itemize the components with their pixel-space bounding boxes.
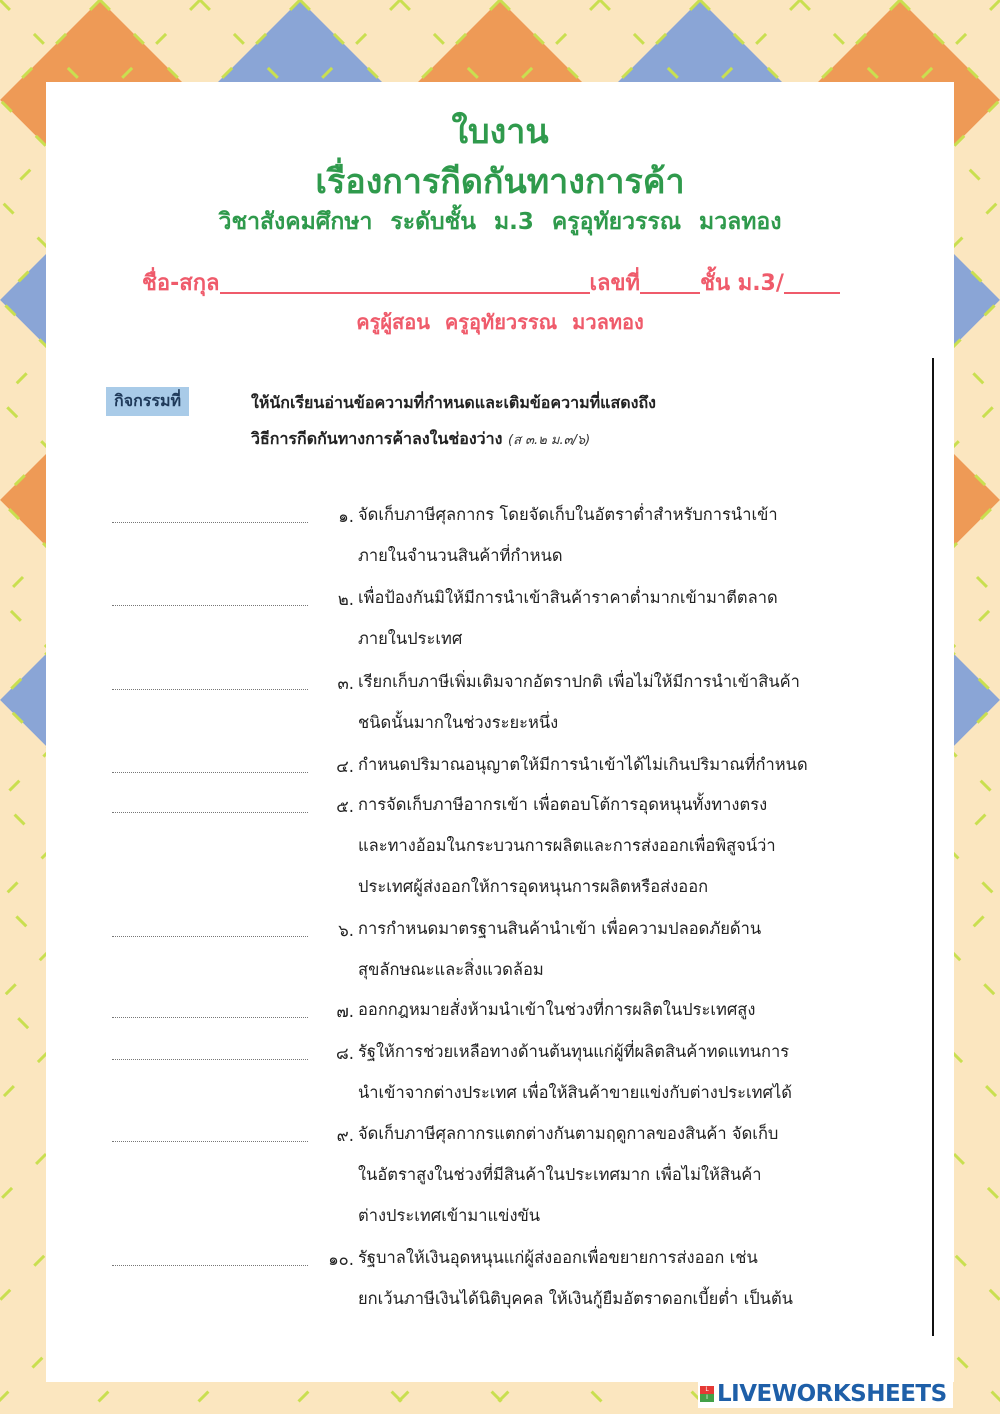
- answer-blank[interactable]: [112, 936, 308, 937]
- question-text-line: เรียกเก็บภาษีเพิ่มเติมจากอัตราปกติ เพื่อไม่ให้มีการนำเข้าสินค้า: [358, 672, 800, 691]
- answer-blank[interactable]: [112, 605, 308, 606]
- answer-blank[interactable]: [112, 689, 308, 690]
- answer-blank[interactable]: [112, 1059, 308, 1060]
- question-text-line: รัฐให้การช่วยเหลือทางด้านต้นทุนแก่ผู้ที่ผลิตสินค้าทดแทนการ: [358, 1042, 790, 1061]
- answer-blank[interactable]: [112, 1265, 308, 1266]
- logo-mark-letter: I: [700, 1394, 714, 1402]
- class-blank[interactable]: [784, 292, 840, 294]
- answer-blank[interactable]: [112, 1141, 308, 1142]
- question-text-line: ชนิดนั้นมากในช่วงระยะหนึ่ง: [358, 713, 559, 732]
- question-text-line: ในอัตราสูงในช่วงที่มีสินค้าในประเทศมาก เพื่อไม่ให้สินค้า: [358, 1165, 762, 1184]
- question-number: ๑๐.: [328, 1250, 354, 1269]
- question-text-line: เพื่อป้องกันมิให้มีการนำเข้าสินค้าราคาต่ำมากเข้ามาตีตลาด: [358, 588, 778, 607]
- activity-badge: กิจกรรมที่: [106, 387, 189, 416]
- liveworksheets-logo[interactable]: [698, 1380, 953, 1408]
- answer-blank[interactable]: [112, 522, 308, 523]
- question-number: ๕.: [336, 797, 354, 816]
- question-text-line: และทางอ้อมในกระบวนการผลิตและการส่งออกเพื่อพิสูจน์ว่า: [358, 836, 776, 855]
- worksheet-subject-line: วิชาสังคมศึกษา ระดับชั้น ม.3 ครูอุทัยวรรณ มวลทอง: [218, 209, 782, 235]
- question-text-line: ประเทศผู้ส่งออกให้การอุดหนุนการผลิตหรือส่งออก: [358, 877, 709, 896]
- question-text-line: ภายในจำนวนสินค้าที่กำหนด: [358, 546, 563, 565]
- question-text-line: ออกกฎหมายสั่งห้ามนำเข้าในช่วงที่การผลิตในประเทศสูง: [358, 1000, 756, 1019]
- question-number: ๗.: [336, 1002, 354, 1021]
- question-text-line: สุขลักษณะและสิ่งแวดล้อม: [358, 960, 544, 979]
- class-label: ชั้น ม.3/: [700, 271, 784, 296]
- question-number: ๑.: [338, 507, 354, 526]
- logo-mark-letter: L: [700, 1386, 714, 1394]
- instruction-text: วิธีการกีดกันทางการค้าลงในช่องว่าง: [251, 429, 503, 448]
- student-info-row: [142, 266, 862, 300]
- question-number: ๒.: [337, 590, 354, 609]
- question-number: ๙.: [336, 1126, 354, 1145]
- number-blank[interactable]: [640, 292, 700, 294]
- question-number: ๔.: [336, 757, 354, 776]
- question-text-line: ภายในประเทศ: [358, 629, 463, 648]
- logo-mark: [700, 1386, 714, 1402]
- question-text-line: นำเข้าจากต่างประเทศ เพื่อให้สินค้าขายแข่งกับต่างประเทศได้: [358, 1083, 793, 1102]
- worksheet-topic: เรื่องการกีดกันทางการค้า: [315, 162, 685, 202]
- standard-reference: (ส ๓.๒ ม.๓/๖): [508, 433, 591, 448]
- question-number: ๘.: [336, 1044, 354, 1063]
- answer-blank[interactable]: [112, 772, 308, 773]
- margin-rule: [932, 358, 934, 1336]
- question-text-line: จัดเก็บภาษีศุลกากรแตกต่างกันตามฤดูกาลของสินค้า จัดเก็บ: [358, 1124, 779, 1143]
- logo-text: LIVEWORKSHEETS: [717, 1381, 947, 1407]
- question-number: ๓.: [337, 674, 354, 693]
- question-text-line: กำหนดปริมาณอนุญาตให้มีการนำเข้าได้ไม่เกินปริมาณที่กำหนด: [358, 755, 808, 774]
- question-text-line: การจัดเก็บภาษีอากรเข้า เพื่อตอบโต้การอุดหนุนทั้งทางตรง: [358, 795, 768, 814]
- number-label: เลขที่: [589, 271, 641, 296]
- name-label: ชื่อ-สกุล: [142, 271, 220, 296]
- instruction-line-2: [251, 427, 891, 452]
- question-text-line: ต่างประเทศเข้ามาแข่งขัน: [358, 1206, 541, 1225]
- question-text-line: จัดเก็บภาษีศุลกากร โดยจัดเก็บในอัตราต่ำสำหรับการนำเข้า: [358, 505, 778, 524]
- question-number: ๖.: [338, 921, 354, 940]
- instruction-line-1: ให้นักเรียนอ่านข้อความที่กำหนดและเติมข้อความที่แสดงถึง: [251, 393, 656, 412]
- answer-blank[interactable]: [112, 812, 308, 813]
- teacher-line: ครูผู้สอน ครูอุทัยวรรณ มวลทอง: [356, 310, 644, 334]
- worksheet-title: ใบงาน: [451, 112, 549, 152]
- name-blank[interactable]: [220, 292, 590, 294]
- question-text-line: การกำหนดมาตรฐานสินค้านำเข้า เพื่อความปลอดภัยด้าน: [358, 919, 762, 938]
- worksheet-paper: [46, 82, 954, 1382]
- question-text-line: รัฐบาลให้เงินอุดหนุนแก่ผู้ส่งออกเพื่อขยายการส่งออก เช่น: [358, 1248, 758, 1267]
- question-text-line: ยกเว้นภาษีเงินได้นิติบุคคล ให้เงินกู้ยืมอัตราดอกเบี้ยต่ำ เป็นต้น: [358, 1289, 793, 1308]
- answer-blank[interactable]: [112, 1017, 308, 1018]
